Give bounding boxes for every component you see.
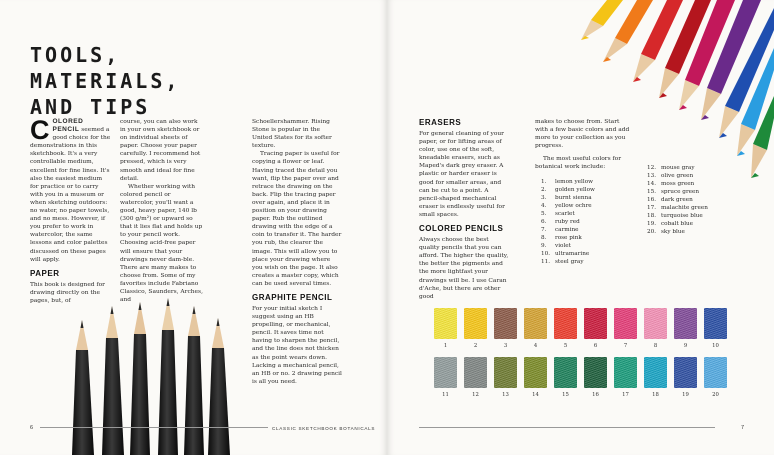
colored-pencils-text: Always choose the best quality pencils that you can afford. The higher the quality, the better the pigments and the more lightfast your drawings will be. I use Caran d'Ache, but there are other good <box>419 237 509 300</box>
lead-in: OLORED PENCIL <box>52 118 84 134</box>
list-item: 12. mouse gray <box>647 165 695 171</box>
swatch-number: 18 <box>652 392 659 398</box>
graphite-pencils-illustration <box>54 290 244 455</box>
list-item: 8. rose pink <box>541 234 582 241</box>
color-swatch <box>434 357 457 388</box>
swatch-number: 9 <box>683 343 688 349</box>
color-list-b <box>647 164 727 236</box>
footer-rule-right <box>419 427 715 428</box>
color-swatch <box>704 308 727 339</box>
graphite-pencil-4 <box>158 298 178 455</box>
title-line-2: AND TIPS <box>30 95 151 119</box>
colors-lead-text: The most useful colors for botanical work include: <box>535 156 622 171</box>
page-number-right: 7 <box>740 425 744 431</box>
swatch-number: 14 <box>532 392 539 398</box>
graphite-pencil-3 <box>130 302 150 455</box>
tracing-paper-text: Tracing paper is useful for copying a flower or leaf. Having traced the detail you want, flip the paper over and retrace the drawing on the back. Flip the tracing paper over again, and place it in position on your drawing paper. Rub the outlined drawing with the edge of a coin to transfer it. The harder you rub, the clearer the image. This will allow you to place your drawing where you wish on the page. It also creates a master copy, which can be used several times. <box>252 151 342 287</box>
color-swatch <box>644 308 667 339</box>
paper-brands-text: Schoellershammer. Rising Stone is popular in the United States for its softer texture. <box>252 119 332 150</box>
left-column-1 <box>30 115 112 305</box>
color-swatch <box>674 357 697 388</box>
list-item: 19. cobalt blue <box>647 221 694 228</box>
graphite-pencil-1 <box>72 320 94 455</box>
list-item: 7. carmine <box>541 226 579 233</box>
list-item: 2. golden yellow <box>541 186 595 193</box>
paper-text: This book is designed for drawing directly on the pages, but, of <box>30 281 105 304</box>
swatch-number: 16 <box>592 392 599 398</box>
list-item: 18. turquoise blue <box>647 213 703 220</box>
list-item: 5. scarlet <box>541 210 575 217</box>
swatch-number: 17 <box>622 392 629 398</box>
title-line-1: TOOLS, MATERIALS, <box>30 43 181 93</box>
swatch-number: 8 <box>653 343 658 349</box>
swatch-number: 4 <box>533 343 538 349</box>
swatch-number: 1 <box>443 343 448 349</box>
list-item: 17. malachite green <box>647 205 708 212</box>
swatch-number: 3 <box>503 343 508 349</box>
swatch-number: 10 <box>712 343 719 349</box>
colored-pencils-heading: COLORED PENCILS <box>419 224 504 234</box>
swatch-number: 2 <box>473 343 478 349</box>
graphite-heading: GRAPHITE PENCIL <box>252 292 333 302</box>
page-title <box>30 42 230 120</box>
list-item: 20. sky blue <box>647 229 685 236</box>
swatch-row-1 <box>434 308 734 339</box>
paper-heading: PAPER <box>30 268 60 278</box>
color-swatch-chart <box>434 308 734 406</box>
color-swatch <box>674 308 697 339</box>
swatch-number: 19 <box>682 392 689 398</box>
footer-rule-left <box>40 427 268 428</box>
page-number-left: 6 <box>30 425 34 431</box>
color-swatch <box>434 308 457 339</box>
color-swatch <box>554 357 577 388</box>
swatch-number: 6 <box>593 343 598 349</box>
color-swatch <box>464 357 487 388</box>
swatch-number: 15 <box>562 392 569 398</box>
erasers-text: For general cleaning of your paper, or for lifting areas of color, use one of the soft, kneadable erasers, such as Maped's dark grey eraser. A plastic or harder eraser is good for smaller areas, and can be cut to a point. A pencil-shaped mechanical eraser is endlessly useful for small spaces. <box>419 131 505 218</box>
swatch-numbers-1 <box>434 343 734 349</box>
erasers-heading: ERASERS <box>419 118 462 127</box>
list-item: 9. violet <box>541 242 571 249</box>
list-item: 4. yellow ochre <box>541 202 592 209</box>
color-swatch <box>704 357 727 388</box>
swatch-number: 7 <box>623 343 628 349</box>
color-swatch <box>524 357 547 388</box>
graphite-pencil-5 <box>184 306 204 455</box>
swatch-number: 12 <box>472 392 479 398</box>
list-item: 3. burnt sienna <box>541 194 592 201</box>
color-swatch <box>494 308 517 339</box>
list-item: 16. dark green <box>647 197 693 204</box>
colors-intro-text: makes to choose from. Start with a few basic colors and add more to your collection as you progress. <box>535 119 630 150</box>
swatch-number: 20 <box>712 392 719 398</box>
list-item: 1. lemon yellow <box>541 178 593 185</box>
intro-text: seemed a good choice for the demonstrations in this sketchbook. It's a very controllable medium, excellent for fine lines. It's also the easiest medium for practice or to carry with you in a museum or when sketching outdoors: no water, no paper towels, and no mess. However, if you prefer to work in watercolor, the same lessons and color palettes discussed on these pages will apply. <box>30 127 111 263</box>
left-column-2 <box>120 118 204 304</box>
color-swatch <box>554 308 577 339</box>
color-swatch <box>614 308 637 339</box>
color-swatch <box>644 357 667 388</box>
graphite-pencil-6 <box>208 318 230 455</box>
color-list-a <box>535 178 631 267</box>
color-swatch <box>494 357 517 388</box>
color-swatch <box>464 308 487 339</box>
graphite-pencil-2 <box>102 306 124 455</box>
list-item: 14. moss green <box>647 181 695 188</box>
paper-weight-text: Whether working with colored pencil or watercolor, you'll want a good, heavy paper, 140 lb (300 g/m²) or upward so that it lies flat and holds up to your pencil work. Choosing acid-free paper will ensure that your drawings never dam-ble. There are many makes to choose from. Some of my favorites include Fabriano Classico, Saunders, Arches, and <box>120 183 203 304</box>
list-item: 6. ruby red <box>541 218 580 225</box>
color-swatch <box>584 357 607 388</box>
left-column-3 <box>252 118 342 386</box>
drop-cap: C <box>30 115 50 145</box>
graphite-text: For your initial sketch I suggest using an HB propelling, or mechanical, pencil. It saves time not having to sharpen the pencil, and the line does not thicken as the point wears down. Lacking a mechanical pencil, an HB or no. 2 drawing pencil is all you need. <box>252 305 342 385</box>
list-item: 15. spruce green <box>647 189 700 196</box>
swatch-numbers-2 <box>434 392 734 398</box>
swatch-row-2 <box>434 357 734 388</box>
list-item: 13. olive green <box>647 173 694 180</box>
swatch-number: 11 <box>442 392 449 398</box>
color-swatch <box>614 357 637 388</box>
swatch-number: 13 <box>502 392 509 398</box>
swatch-number: 5 <box>563 343 568 349</box>
right-column-2 <box>535 118 631 266</box>
list-item: 10. ultramarine <box>541 250 590 257</box>
list-item: 11. steel gray <box>541 259 584 266</box>
running-head: CLASSIC SKETCHBOOK BOTANICALS <box>272 426 376 431</box>
color-swatch <box>524 308 547 339</box>
paper-choice-text: course, you can also work in your own sketchbook or on individual sheets of paper. Choose your paper carefully. I recommend hot pressed, which is very smooth and ideal for fine detail. <box>120 119 201 182</box>
color-swatch <box>584 308 607 339</box>
colored-pencil-yellow <box>581 0 623 40</box>
right-column-1 <box>419 118 509 301</box>
